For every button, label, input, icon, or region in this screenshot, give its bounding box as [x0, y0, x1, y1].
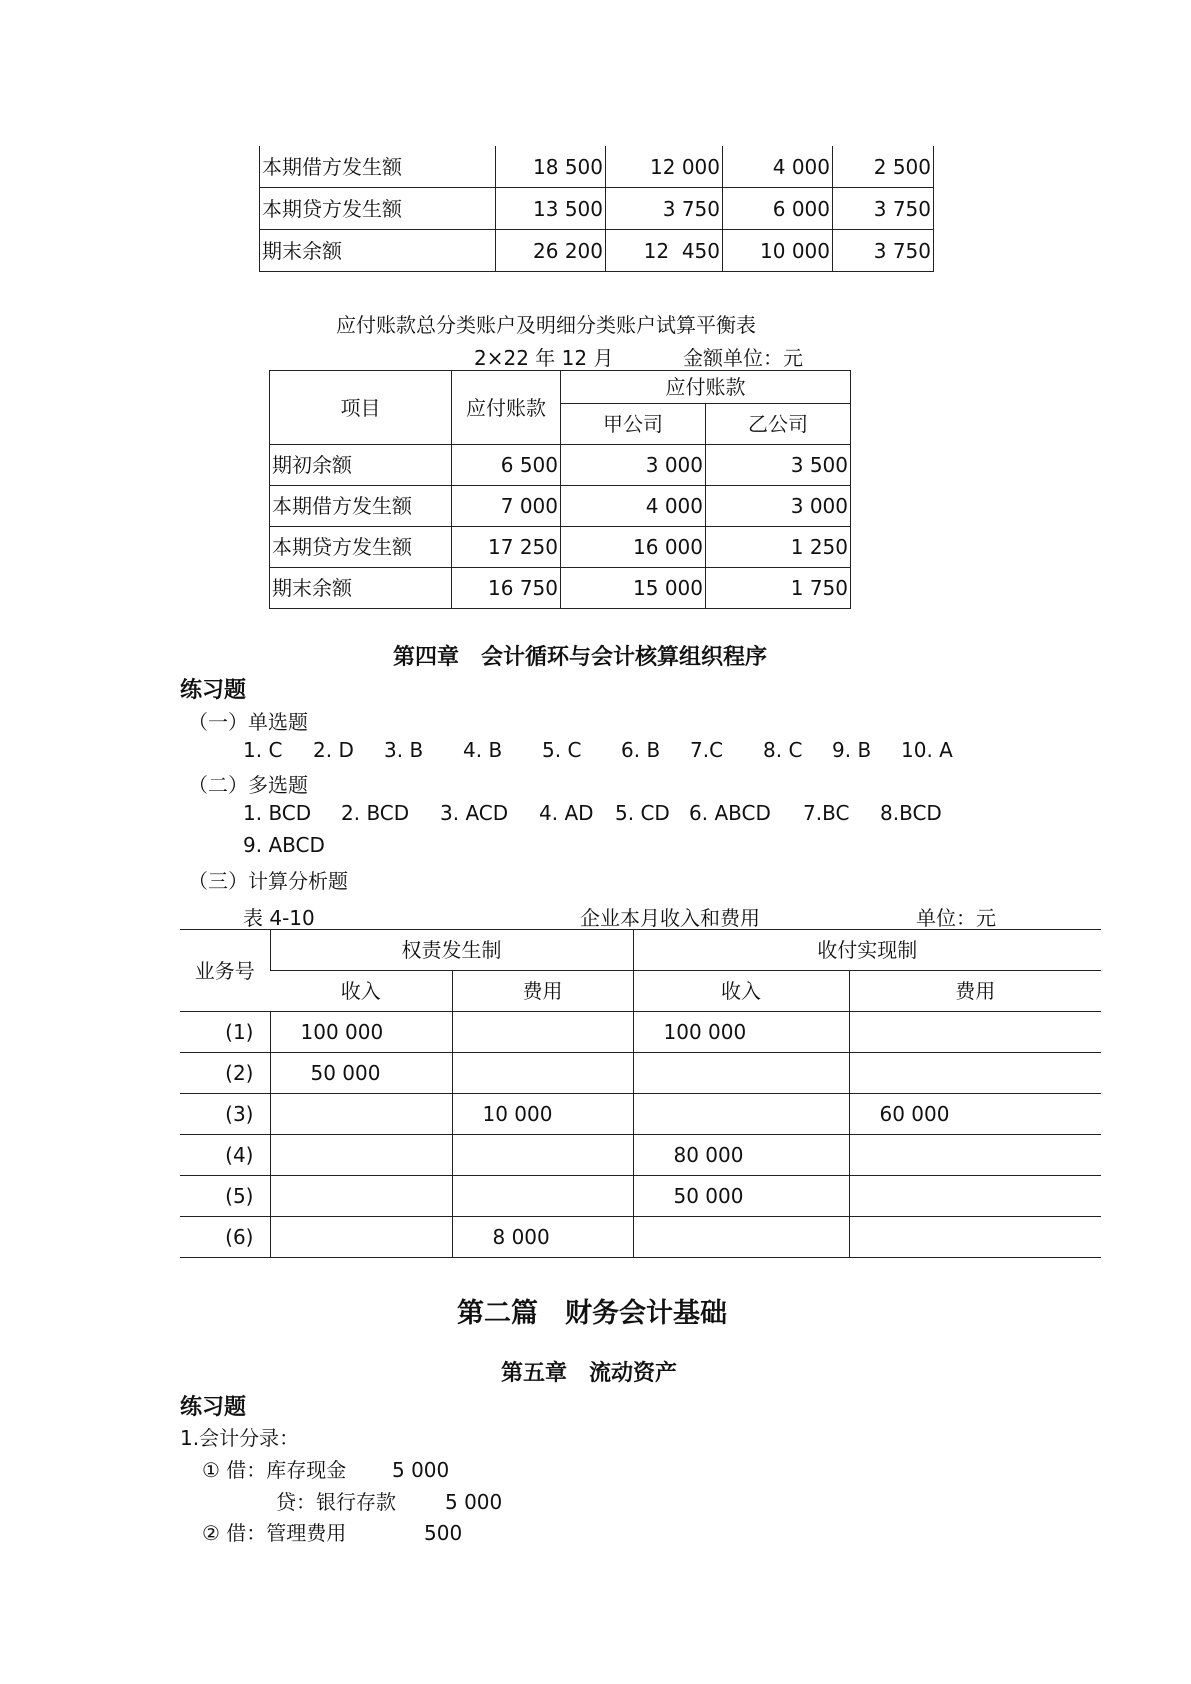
- answer: 2. D: [313, 738, 354, 762]
- entry-amount: 5 000: [445, 1490, 503, 1514]
- cell-value: [849, 1012, 1101, 1053]
- answer: 3. B: [384, 738, 424, 762]
- calc-heading: （三）计算分析题: [188, 869, 348, 893]
- answer: 1. BCD: [243, 801, 312, 825]
- cell-value: 17 250: [452, 527, 561, 568]
- cell-value: [270, 1176, 452, 1217]
- table-row: [180, 1094, 1101, 1135]
- multi-choice-answers: [243, 801, 942, 825]
- header-sub2: 乙公司: [706, 404, 851, 445]
- table-row: [270, 568, 851, 609]
- cell-value: 12 450: [606, 230, 723, 272]
- row-number: (6): [180, 1217, 270, 1258]
- cell-value: 3 750: [606, 188, 723, 230]
- row-number: (4): [180, 1135, 270, 1176]
- header-expense: 费用: [849, 971, 1101, 1012]
- table-title: 应付账款总分类账户及明细分类账户试算平衡表: [336, 313, 756, 337]
- cell-value: 100 000: [270, 1012, 452, 1053]
- row-number: (5): [180, 1176, 270, 1217]
- cell-value: 3 000: [706, 486, 851, 527]
- table-row: [270, 527, 851, 568]
- answer: 3. ACD: [440, 801, 509, 825]
- header-item: 项目: [270, 371, 452, 445]
- cell-value: [452, 1053, 633, 1094]
- cell-value: 4 000: [723, 146, 833, 188]
- exercises-heading: 练习题: [180, 1395, 247, 1420]
- answer: 6. B: [621, 738, 661, 762]
- cell-value: 8 000: [452, 1217, 633, 1258]
- header-expense: 费用: [452, 971, 633, 1012]
- entry-1-credit: [276, 1486, 502, 1515]
- entry-account: ② 借：管理费用: [202, 1521, 347, 1545]
- row-label: 本期贷方发生额: [260, 188, 496, 230]
- table-row: [260, 230, 934, 272]
- table-date: 2×22 年 12 月: [474, 346, 614, 370]
- header-total: 应付账款: [452, 371, 561, 445]
- table-row: [260, 188, 934, 230]
- table-row: [270, 486, 851, 527]
- cell-value: 3 500: [706, 445, 851, 486]
- cell-value: 10 000: [723, 230, 833, 272]
- header-accrual: 权责发生制: [270, 930, 633, 971]
- header-income: 收入: [270, 971, 452, 1012]
- row-label: 本期借方发生额: [270, 486, 452, 527]
- cell-value: 15 000: [561, 568, 706, 609]
- entry-account: ① 借：库存现金: [202, 1458, 347, 1482]
- table-unit: 金额单位：元: [683, 346, 803, 370]
- single-choice-answers: [243, 738, 953, 762]
- header-no: 业务号: [180, 930, 270, 1012]
- cell-value: [270, 1135, 452, 1176]
- header-sub1: 甲公司: [561, 404, 706, 445]
- part-title: 第二篇 财务会计基础: [457, 1298, 727, 1329]
- header-row: [270, 371, 851, 404]
- answer: 10. A: [901, 738, 953, 762]
- cell-value: 4 000: [561, 486, 706, 527]
- cell-value: 60 000: [849, 1094, 1101, 1135]
- row-label: 本期借方发生额: [260, 146, 496, 188]
- cell-value: [270, 1217, 452, 1258]
- table-row: [260, 146, 934, 188]
- cell-value: 2 500: [833, 146, 934, 188]
- table-row: [180, 1217, 1101, 1258]
- row-number: (1): [180, 1012, 270, 1053]
- multi-choice-heading: （二）多选题: [188, 773, 308, 797]
- cell-value: [633, 1217, 849, 1258]
- entry-2-debit: [202, 1517, 462, 1546]
- cell-value: [849, 1217, 1101, 1258]
- balance-table-continued: [259, 146, 934, 272]
- row-label: 期末余额: [260, 230, 496, 272]
- answer: 5. CD: [615, 801, 670, 825]
- cell-value: 3 000: [561, 445, 706, 486]
- cell-value: 50 000: [633, 1176, 849, 1217]
- cell-value: 18 500: [496, 146, 606, 188]
- entry-amount: 500: [424, 1521, 463, 1545]
- cell-value: [452, 1176, 633, 1217]
- cell-value: [452, 1135, 633, 1176]
- table-title: 企业本月收入和费用: [580, 906, 760, 930]
- cell-value: 3 750: [833, 188, 934, 230]
- row-number: (3): [180, 1094, 270, 1135]
- answer: 7.BC: [803, 801, 850, 825]
- header-cash: 收付实现制: [633, 930, 1101, 971]
- header-income: 收入: [633, 971, 849, 1012]
- cell-value: 6 000: [723, 188, 833, 230]
- cell-value: 13 500: [496, 188, 606, 230]
- row-label: 期初余额: [270, 445, 452, 486]
- table-label: 表 4-10: [243, 906, 315, 930]
- table-row: [180, 1176, 1101, 1217]
- cell-value: 16 750: [452, 568, 561, 609]
- exercises-heading: 练习题: [180, 678, 247, 703]
- table-row: [180, 1012, 1101, 1053]
- cell-value: 7 000: [452, 486, 561, 527]
- accounts-payable-trial-balance-table: [269, 370, 851, 609]
- table-row: [180, 1135, 1101, 1176]
- cell-value: [633, 1053, 849, 1094]
- row-label: 本期贷方发生额: [270, 527, 452, 568]
- entry-amount: 5 000: [392, 1458, 450, 1482]
- cell-value: 50 000: [270, 1053, 452, 1094]
- answer: 8.BCD: [880, 801, 942, 825]
- entry-1-debit: [202, 1454, 449, 1483]
- table-row: [180, 1053, 1101, 1094]
- entry-account: 贷：银行存款: [276, 1490, 396, 1514]
- income-expense-table: [180, 929, 1101, 1258]
- single-choice-heading: （一）单选题: [188, 710, 308, 734]
- cell-value: 10 000: [452, 1094, 633, 1135]
- cell-value: [452, 1012, 633, 1053]
- cell-value: [849, 1053, 1101, 1094]
- cell-value: 6 500: [452, 445, 561, 486]
- cell-value: 100 000: [633, 1012, 849, 1053]
- multi-choice-answers-line2: 9. ABCD: [243, 833, 325, 857]
- entries-heading: 1.会计分录：: [180, 1426, 300, 1450]
- cell-value: 16 000: [561, 527, 706, 568]
- answer: 7.C: [690, 738, 724, 762]
- answer: 4. B: [463, 738, 503, 762]
- cell-value: 1 750: [706, 568, 851, 609]
- cell-value: 3 750: [833, 230, 934, 272]
- header-row: [180, 930, 1101, 971]
- answer: 5. C: [542, 738, 582, 762]
- row-label: 期末余额: [270, 568, 452, 609]
- cell-value: [633, 1094, 849, 1135]
- header-detail-group: 应付账款: [561, 371, 851, 404]
- cell-value: 80 000: [633, 1135, 849, 1176]
- row-number: (2): [180, 1053, 270, 1094]
- header-row: [180, 971, 1101, 1012]
- answer: 4. AD: [539, 801, 594, 825]
- chapter-title: 第四章 会计循环与会计核算组织程序: [393, 645, 768, 670]
- answer: 8. C: [763, 738, 803, 762]
- chapter-title: 第五章 流动资产: [501, 1361, 678, 1386]
- cell-value: [270, 1094, 452, 1135]
- answer: 9. B: [832, 738, 872, 762]
- cell-value: [849, 1176, 1101, 1217]
- cell-value: 26 200: [496, 230, 606, 272]
- table-row: [270, 445, 851, 486]
- table-unit: 单位：元: [916, 906, 996, 930]
- cell-value: [849, 1135, 1101, 1176]
- answer: 1. C: [243, 738, 283, 762]
- cell-value: 1 250: [706, 527, 851, 568]
- answer: 2. BCD: [341, 801, 410, 825]
- cell-value: 12 000: [606, 146, 723, 188]
- answer: 6. ABCD: [689, 801, 771, 825]
